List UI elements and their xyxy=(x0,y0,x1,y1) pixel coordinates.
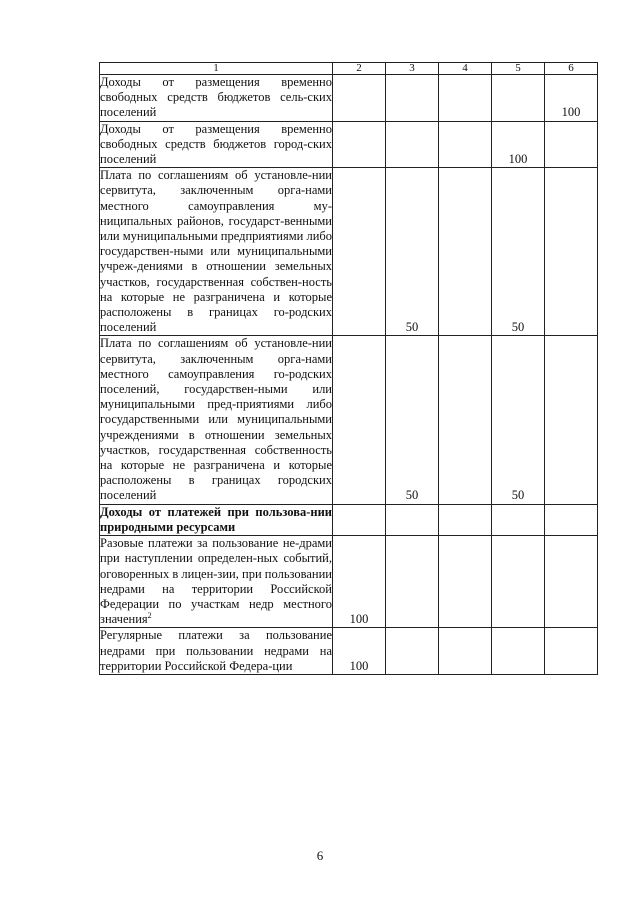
value-cell-col-4 xyxy=(439,628,492,675)
row-description: Доходы от платежей при пользова-нии природными ресурсами xyxy=(100,504,332,534)
page-number: 6 xyxy=(316,848,324,863)
value-cell-col-6 xyxy=(545,536,598,628)
table-row xyxy=(100,628,598,675)
table-row xyxy=(100,168,598,336)
value-cell-col-4 xyxy=(439,121,492,168)
table-row xyxy=(100,75,598,122)
value-cell-col-4 xyxy=(439,504,492,535)
row-description-cell xyxy=(100,75,333,122)
row-description: Доходы от размещения временно свободных средств бюджетов город-ских поселений xyxy=(100,121,332,167)
table-row xyxy=(100,536,598,628)
row-description: Разовые платежи за пользование не-драми при наступлении определен-ных событий, оговоренных в лицен-зии, при пользовании недрами на территории Российской Федерации по участкам недр местного значения xyxy=(100,536,332,627)
value-cell-col-4 xyxy=(439,168,492,336)
column-header: 5 xyxy=(492,63,545,75)
value-cell-col-2 xyxy=(333,336,386,504)
value-cell-col-6: 100 xyxy=(545,75,598,122)
value-cell-col-3: 50 xyxy=(386,336,439,504)
value-cell-col-6 xyxy=(545,336,598,504)
value-cell-col-6 xyxy=(545,121,598,168)
row-description-cell xyxy=(100,504,333,535)
value-cell-col-5: 100 xyxy=(492,121,545,168)
value-cell-col-5 xyxy=(492,504,545,535)
footnote-marker: 2 xyxy=(147,610,152,620)
value-cell-col-6 xyxy=(545,168,598,336)
value-cell-col-2: 100 xyxy=(333,628,386,675)
column-header: 1 xyxy=(100,63,333,75)
column-header: 6 xyxy=(545,63,598,75)
value-cell-col-3: 50 xyxy=(386,168,439,336)
column-header: 2 xyxy=(333,63,386,75)
row-description-cell xyxy=(100,628,333,675)
row-description-cell xyxy=(100,336,333,504)
table-body xyxy=(100,75,598,675)
value-cell-col-5 xyxy=(492,628,545,675)
value-cell-col-2: 100 xyxy=(333,536,386,628)
value-cell-col-3 xyxy=(386,121,439,168)
value-cell-col-6 xyxy=(545,504,598,535)
table-row xyxy=(100,336,598,504)
value-cell-col-5 xyxy=(492,536,545,628)
value-cell-col-3 xyxy=(386,75,439,122)
value-cell-col-4 xyxy=(439,336,492,504)
value-cell-col-3 xyxy=(386,628,439,675)
column-header: 4 xyxy=(439,63,492,75)
table-row xyxy=(100,504,598,535)
row-description-cell xyxy=(100,121,333,168)
row-description: Плата по соглашениям об установле-нии сервитута, заключенным орга-нами местного самоуправления му-ниципальных районов, государст-венными или муниципальными предприятиями либо государствен-ными или муниципальными учреж-дениями в отношении земельных участков, государственная собствен-ность на которые не разграничена и которые расположены в границах го-родских поселений xyxy=(100,168,332,335)
value-cell-col-5: 50 xyxy=(492,168,545,336)
row-description: Доходы от размещения временно свободных средств бюджетов сель-ских поселений xyxy=(100,75,332,120)
value-cell-col-2 xyxy=(333,121,386,168)
row-description: Плата по соглашениям об установле-нии сервитута, заключенным орга-нами местного самоуправления го-родских поселений, государствен-ными или муниципальными пред-приятиями либо государственными или муниципальными учреждениями в отношении земельных участков, государственная собственность на которые не разграничена и которые расположены в границах городских поселений xyxy=(100,336,332,503)
value-cell-col-3 xyxy=(386,536,439,628)
value-cell-col-4 xyxy=(439,536,492,628)
row-description-cell xyxy=(100,168,333,336)
value-cell-col-6 xyxy=(545,628,598,675)
budget-distribution-table xyxy=(99,62,598,675)
value-cell-col-2 xyxy=(333,168,386,336)
value-cell-col-5: 50 xyxy=(492,336,545,504)
value-cell-col-2 xyxy=(333,504,386,535)
value-cell-col-4 xyxy=(439,75,492,122)
column-header: 3 xyxy=(386,63,439,75)
value-cell-col-5 xyxy=(492,75,545,122)
value-cell-col-2 xyxy=(333,75,386,122)
header-row xyxy=(100,63,598,75)
row-description-cell xyxy=(100,536,333,628)
table-row xyxy=(100,121,598,168)
row-description: Регулярные платежи за пользование недрами при пользовании недрами на территории Российской Федера-ции xyxy=(100,628,332,673)
value-cell-col-3 xyxy=(386,504,439,535)
